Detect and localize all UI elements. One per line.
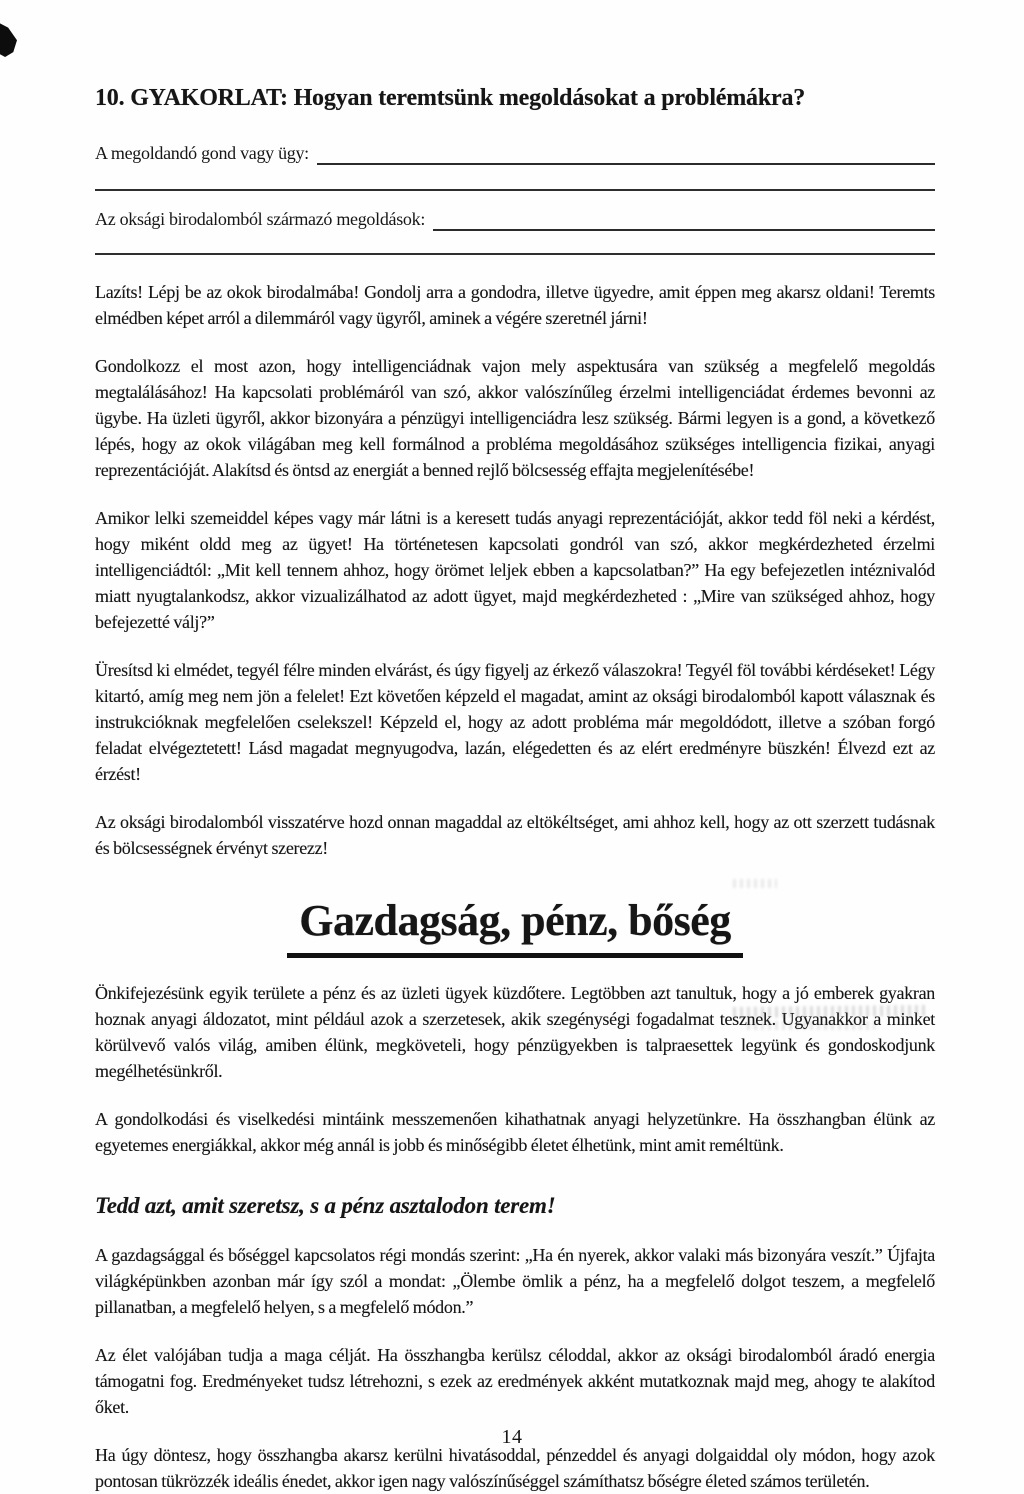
paragraph: Az élet valójában tudja a maga célját. Ha összhangba kerülsz céloddal, akkor az oksági birodalomból áradó energia támogatni fog. Eredményeket tudsz létrehozni, s ezek az eredmények akként mutatkoznak majd meg, ahogy te alakítod őket.	[95, 1344, 935, 1417]
ruled-line	[95, 189, 935, 191]
paragraph: A gondolkodási és viselkedési mintáink messzemenően kihathatnak anyagi helyzetünkre. Ha összhangban élünk az egyetemes energiákkal, akkor még annál is jobb és minőségibb életet élhetünk, mint amit reméltünk.	[95, 1109, 935, 1156]
fill-in-line	[433, 209, 935, 231]
scan-artifact	[0, 22, 17, 57]
fill-in-line	[317, 143, 935, 165]
form-field-solutions	[95, 207, 935, 231]
exercise-title: 10. GYAKORLAT: Hogyan teremtsünk megoldásokat a problémákra?	[95, 85, 806, 111]
page-number: 14	[501, 1426, 523, 1448]
form-field-problem	[95, 141, 935, 165]
page-content	[95, 0, 935, 1494]
bleedthrough-artifact	[733, 879, 777, 888]
section-subheading: Tedd azt, amit szeretsz, s a pénz asztalodon terem!	[95, 1193, 556, 1219]
paragraph: Önkifejezésünk egyik területe a pénz és az üzleti ügyek küzdőtere. Legtöbben azt tanultuk, hogy a jó emberek gyakran hoznak anyagi áldozatot, mint például azok a szerzetesek, akik szegénységi fogadalmat tesznek. Ugyanakkor a minket körülvevő valós világ, amiben élünk, megköveteli, hogy pénzügyekben is talpraesettek legyünk és gondoskodjunk megélhetésünkről.	[95, 983, 935, 1082]
paragraph: A gazdagsággal és bőséggel kapcsolatos régi mondás szerint: „Ha én nyerek, akkor valaki más bizonyára veszít.” Újfajta világképünkben azonban már így szól a mondat: „Ölembe ömlik a pénz, ha a megfelelő dolgot teszem, a megfelelő pillanatban, a megfelelő helyen, s a megfelelő módon.”	[95, 1244, 935, 1317]
section-heading-wrap	[95, 897, 935, 958]
paragraph: Gondolkozz el most azon, hogy intelligenciádnak vajon mely aspektusára van szükség a megfelelő megoldás megtalálásához! Ha kapcsolati problémáról van szó, akkor valószínűleg érzelmi intelligenciádat érdemes bevonni az ügybe. Ha üzleti ügyről, akkor bizonyára a pénzügyi intelligenciádra lesz szükség. Bármi legyen is a gond, a következő lépés, hogy az okok világában meg kell formálnod a probléma megoldásához szükséges intelligencia fizikai, anyagi reprezentációját. Alakítsd és öntsd az energiát a benned rejlő bölcsesség effajta megjelenítésébe!	[95, 355, 935, 480]
form-field-solutions-label: Az oksági birodalomból származó megoldások:	[95, 208, 426, 229]
paragraph: Az oksági birodalomból visszatérve hozd onnan magaddal az eltökéltséget, ami ahhoz kell, hogy az ott szerzett tudásnak és bölcsességnek érvényt szerezz!	[95, 811, 935, 858]
section-heading: Gazdagság, pénz, bőség	[287, 897, 742, 958]
paragraph: Lazíts! Lépj be az okok birodalmába! Gondolj arra a gondodra, illetve ügyedre, amit éppen meg akarsz oldani! Teremts elmédben képet arról a dilemmáról vagy ügyről, aminek a végére szeretnél járni!	[95, 281, 935, 328]
paragraph: Ha úgy döntesz, hogy összhangba akarsz kerülni hivatásoddal, pénzeddel és anyagi dolgaiddal oly módon, hogy azok pontosan tükrözzék ideális énedet, akkor igen nagy valószínűséggel számíthatsz bőségre életed számos területén.	[95, 1444, 935, 1491]
ruled-line	[95, 253, 935, 255]
bleedthrough-artifact	[733, 1005, 925, 1018]
paragraph: Üresítsd ki elmédet, tegyél félre minden elvárást, és úgy figyelj az érkező válaszokra! Tegyél föl további kérdéseket! Légy kitartó, amíg meg nem jön a felelet! Ezt követően képzeld el magadat, amint az oksági birodalomból kapott válasznak és instrukcióknak megfelelően cselekszel! Képzeld el, hogy az adott probléma már megoldódott, illetve a szóban forgó feladat elvégeztetett! Lásd magadat megnyugodva, lazán, elégedetten és az elért eredményre büszkén! Élvezd ezt az érzést!	[95, 659, 935, 784]
paragraph: Amikor lelki szemeiddel képes vagy már látni is a keresett tudás anyagi reprezentációját, akkor tedd föl neki a kérdést, hogy miként oldd meg az ügyet! Ha történetesen kapcsolati gondról van szó, akkor megkérdezheted érzelmi intelligenciádtól: „Mit kell tennem ahhoz, hogy örömet leljek ebben a kapcsolatban?” Ha egy befejezetlen intéznivalód miatt nyugtalankodsz, akkor vizualizálhatod az adott ügyet, majd megkérdezheted : „Mire van szükséged ahhoz, hogy befejezetté válj?”	[95, 507, 935, 632]
bleedthrough-artifact	[747, 1021, 875, 1030]
form-field-problem-label: A megoldandó gond vagy ügy:	[95, 142, 309, 163]
